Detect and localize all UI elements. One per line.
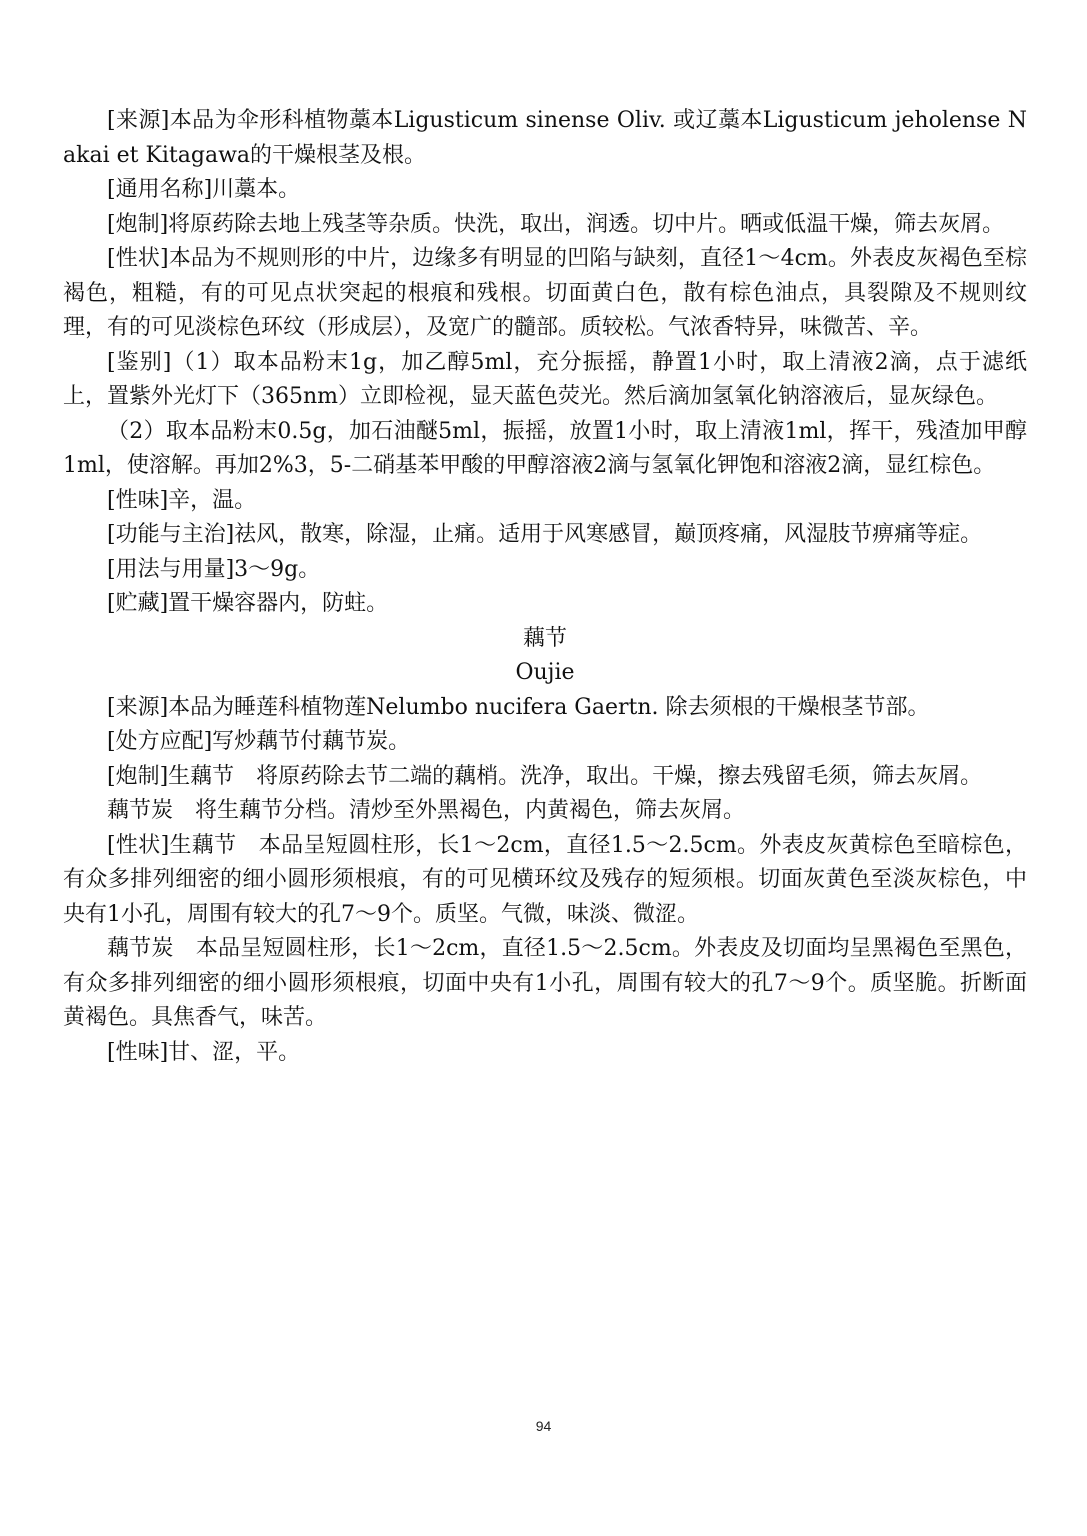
paragraph-characteristics-oujie: [性状]生藕节 本品呈短圆柱形，长1～2cm，直径1.5～2.5cm。外表皮灰黄棕色至暗棕色，有众多排列细密的细小圆形须根痕，有的可见横环纹及残存的短须根。切面灰黄色至淡灰棕色，中央有1小孔，周围有较大的孔7～9个。质坚。气微，味淡、微涩。 <box>63 832 1027 927</box>
paragraph-processing-charcoal: 藕节炭 将生藕节分档。清炒至外黑褐色，内黄褐色，筛去灰屑。 <box>107 798 746 823</box>
paragraph-source-oujie: [来源]本品为睡莲科植物莲Nelumbo nucifera Gaertn. 除去须根的干燥根茎节部。 <box>107 694 930 720</box>
paragraph-storage: [贮藏]置干燥容器内，防蛀。 <box>107 591 389 616</box>
paragraph-nature-flavor: [性味]辛，温。 <box>107 487 257 513</box>
paragraph-processing-oujie: [炮制]生藕节 将原药除去节二端的藕梢。洗净，取出。干燥，擦去残留毛须，筛去灰屑。 <box>107 763 983 789</box>
section-pinyin: Oujie <box>515 660 575 685</box>
paragraph-identification-1: [鉴别]（1）取本品粉末1g，加乙醇5ml，充分振摇，静置1小时，取上清液2滴，点于滤纸上，置紫外光灯下（365nm）立即检视，显天蓝色荧光。然后滴加氢氧化钠溶液后，显灰绿色。 <box>63 349 1027 409</box>
paragraph-processing: [炮制]将原药除去地上残茎等杂质。快洗，取出，润透。切中片。晒或低温干燥，筛去灰屑。 <box>107 211 1005 237</box>
paragraph-characteristics-charcoal: 藕节炭 本品呈短圆柱形，长1～2cm，直径1.5～2.5cm。外表皮及切面均呈黑褐色至黑色，有众多排列细密的细小圆形须根痕，切面中央有1小孔，周围有较大的孔7～9个。质坚脆。折断面黄褐色。具焦香气，味苦。 <box>63 936 1027 1030</box>
paragraph-function: [功能与主治]祛风，散寒，除湿，止痛。适用于风寒感冒，巅顶疼痛，风湿肢节痹痛等症。 <box>107 522 983 547</box>
paragraph-nature-flavor-oujie: [性味]甘、涩，平。 <box>107 1039 301 1065</box>
paragraph-common-name: [通用名称]川藁本。 <box>107 177 301 202</box>
page-number: 94 <box>535 1418 552 1434</box>
section-title: 藕节 <box>522 625 567 651</box>
paragraph-source: [来源]本品为伞形科植物藁本Ligusticum sinense Oliv. 或辽藁本Ligusticum jeholense Nakai et Kitagawa的干燥根茎及根。 <box>63 108 1027 168</box>
paragraph-characteristics: [性状]本品为不规则形的中片，边缘多有明显的凹陷与缺刻，直径1～4cm。外表皮灰褐色至棕褐色，粗糙，有的可见点状突起的根痕和残根。切面黄白色，散有棕色油点，具裂隙及不规则纹理，有的可见淡棕色环纹（形成层），及宽广的髓部。质较松。气浓香特异，味微苦、辛。 <box>63 246 1027 340</box>
paragraph-prescription: [处方应配]写炒藕节付藕节炭。 <box>107 729 411 754</box>
document-page <box>63 104 1027 1070</box>
paragraph-identification-2: （2）取本品粉末0.5g，加石油醚5ml，振摇，放置1小时，取上清液1ml，挥干，残渣加甲醇1ml，使溶解。再加2%3，5-二硝基苯甲酸的甲醇溶液2滴与氢氧化钾饱和溶液2滴，显红棕色。 <box>63 418 1027 478</box>
paragraph-dosage: [用法与用量]3～9g。 <box>107 556 321 582</box>
